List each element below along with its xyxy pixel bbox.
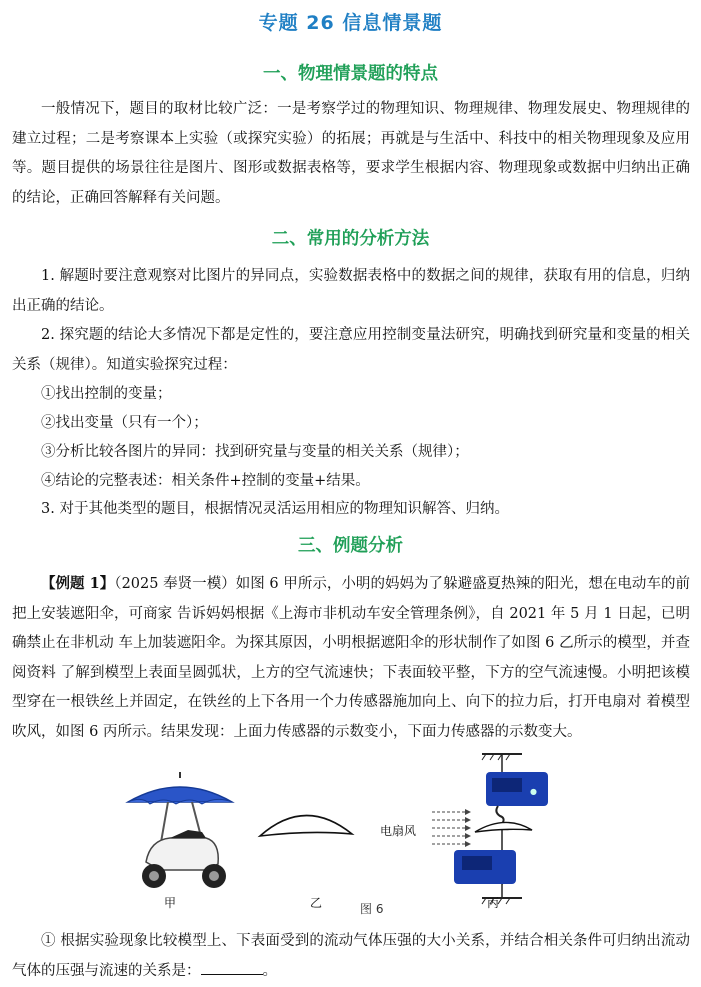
fan-wind-label: 电扇风 bbox=[380, 824, 417, 838]
section-heading-2: 二、常用的分析方法 bbox=[271, 229, 430, 249]
page-title: 专题 26 信息情景题 bbox=[258, 12, 443, 34]
figure-caption: 图 6 bbox=[360, 902, 384, 916]
svg-text:●: ● bbox=[530, 787, 537, 796]
model-on-wire bbox=[475, 822, 532, 832]
wind-arrows bbox=[432, 812, 465, 844]
section-heading-1: 一、物理情景题的特点 bbox=[263, 64, 438, 84]
method-item-1: 1. 解题时要注意观察对比图片的异同点，实验数据表格中的数据之间的规律，获取有用的信息，归纳出正确的结论。 bbox=[12, 268, 690, 314]
label-bing: 丙 bbox=[487, 896, 500, 910]
method-item-2: 2. 探究题的结论大多情况下都是定性的，要注意应用控制变量法研究，明确找到研究量和变量的相关关系（规律）。知道实验探究过程： bbox=[12, 327, 690, 373]
airfoil-model bbox=[260, 815, 352, 836]
step-1: ①找出控制的变量； bbox=[41, 386, 172, 402]
step-2: ②找出变量（只有一个）； bbox=[41, 415, 208, 431]
question-text: ① 根据实验现象比较模型上、下表面受到的流动气体压强的大小关系，并结合相关条件可归纳出流动气体的压强与流速的关系是： bbox=[12, 933, 690, 979]
example-1 bbox=[12, 569, 690, 747]
section1-paragraph: 一般情况下，题目的取材比较广泛：一是考察学过的物理知识、物理规律、物理发展史、物理规律的建立过程；二是考察课本上实验（或探究实验）的拓展；再就是与生活中、科技中的相关物理现象及应用等。题目提供的场景往往是图片、图形或数据表格等，要求学生根据内容、物理现象或数据中归纳出正确的结论，正确回答解释有关问题。 bbox=[12, 101, 690, 206]
answer-blank[interactable] bbox=[201, 960, 263, 975]
scooter-with-umbrella bbox=[128, 772, 232, 888]
method-item-3: 3. 对于其他类型的题目，根据情况灵活运用相应的物理知识解答、归纳。 bbox=[41, 501, 509, 517]
figure-6 bbox=[120, 752, 560, 922]
top-support bbox=[482, 754, 522, 772]
label-jia: 甲 bbox=[164, 896, 177, 910]
section-heading-3: 三、例题分析 bbox=[298, 536, 403, 556]
label-yi: 乙 bbox=[310, 896, 323, 910]
question-end: 。 bbox=[262, 962, 277, 979]
example-text: （2025 奉贤一模）如图 6 甲所示，小明的妈妈为了躲避盛夏热辣的阳光，想在电动车的前把上安装遮阳伞，可商家 告诉妈妈根据《上海市非机动车安全管理条例》，自 2021 年 5 月 1 日起，已明确禁止在非机动 车上加装遮阳伞。为探其原因，小明根据遮阳伞的形状制作了如图 6 乙所示的模型，并查阅资料 了解到模型上表面呈圆弧状，上方的空气流速快；下表面较平整，下方的空气流速慢。小明把该模型穿在一根铁丝上并固定，在铁丝的上下各用一个力传感器施加向上、向下的拉力后，打开电扇对 着模型吹风，如图 6 丙所示。结果发现：上面力传感器的示数变小，下面力传感器的示数变大。 bbox=[12, 576, 690, 740]
step-3: ③分析比较各图片的异同：找到研究量与变量的相关关系（规律）； bbox=[41, 444, 469, 460]
question-1 bbox=[12, 927, 690, 986]
step-4: ④结论的完整表述：相关条件+控制的变量+结果。 bbox=[41, 473, 370, 489]
example-label: 【例题 1】 bbox=[41, 575, 115, 592]
